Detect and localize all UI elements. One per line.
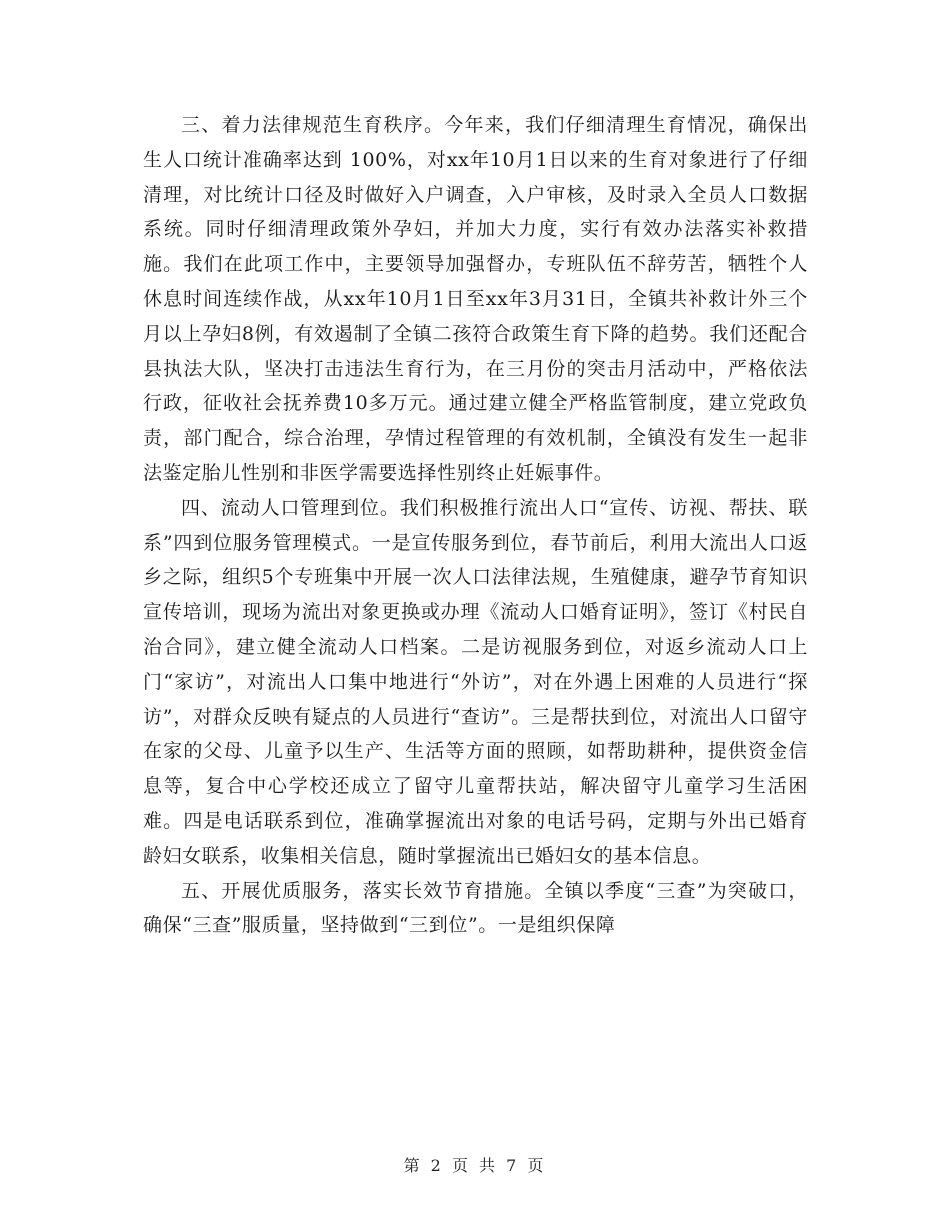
paragraph-section-3: 三、着力法律规范生育秩序。今年来，我们仔细清理生育情况，确保出生人口统计准确率达到 100%，对xx年10月1日以来的生育对象进行了仔细清理，对比统计口径及时做好入户调查，入户审核，及时录入全员人口数据系统。同时仔细清理政策外孕妇，并加大力度，实行有效办法落实补救措施。我们在此项工作中，主要领导加强督办，专班队伍不辞劳苦，牺牲个人休息时间连续作战，从xx年10月1日至xx年3月31日，全镇共补救计外三个月以上孕妇8例，有效遏制了全镇二孩符合政策生育下降的趋势。我们还配合县执法大队，坚决打击违法生育行为，在三月份的突击月活动中，严格依法行政，征收社会抚养费10多万元。通过建立健全严格监管制度，建立党政负责，部门配合，综合治理，孕情过程管理的有效机制，全镇没有发生一起非法鉴定胎儿性别和非医学需要选择性别终止妊娠事件。 [143, 114, 808, 484]
paragraph-section-5: 五、开展优质服务，落实长效节育措施。全镇以季度“三查”为突破口，确保“三查”服质量，坚持做到“三到位”。一是组织保障 [143, 879, 808, 937]
document-body [143, 108, 808, 943]
page-number-footer: 第 2 页 共 7 页 [403, 1156, 547, 1175]
paragraph-section-4: 四、流动人口管理到位。我们积极推行流出人口“宣传、访视、帮扶、联系”四到位服务管理模式。一是宣传服务到位，春节前后，利用大流出人口返乡之际，组织5个专班集中开展一次人口法律法规，生殖健康，避孕节育知识宣传培训，现场为流出对象更换或办理《流动人口婚育证明》，签订《村民自治合同》，建立健全流动人口档案。二是访视服务到位，对返乡流动人口上门“家访”，对流出人口集中地进行“外访”，对在外遇上困难的人员进行“探访”，对群众反映有疑点的人员进行“查访”。三是帮扶到位，对流出人口留守在家的父母、儿童予以生产、生活等方面的照顾，如帮助耕种，提供资金信息等，复合中心学校还成立了留守儿童帮扶站，解决留守儿童学习生活困难。四是电话联系到位，准确掌握流出对象的电话号码，定期与外出已婚育龄妇女联系，收集相关信息，随时掌握流出已婚妇女的基本信息。 [143, 496, 808, 867]
